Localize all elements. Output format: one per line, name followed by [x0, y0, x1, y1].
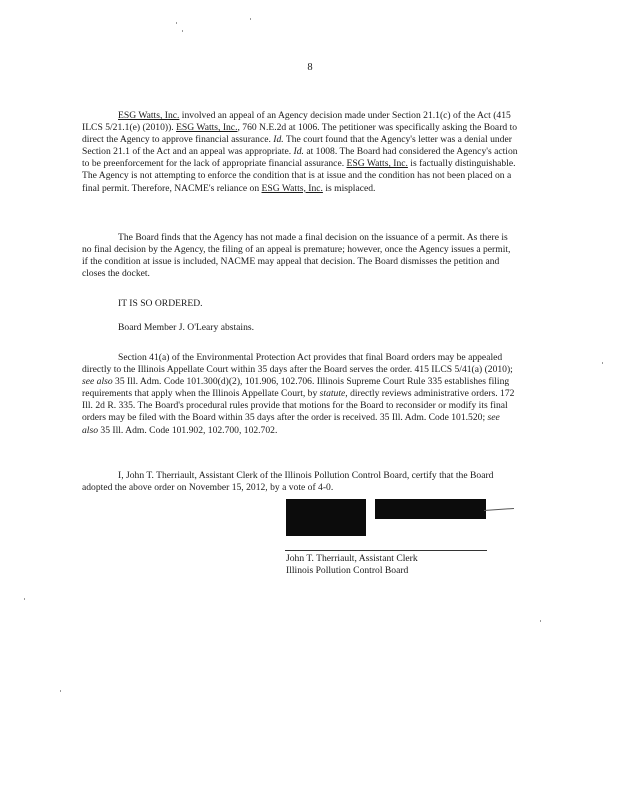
- redacted-signature-block: [286, 499, 366, 536]
- paragraph-appeal-rights: Section 41(a) of the Environmental Protection Act provides that final Board orders may be appealed directly to the Illinois Appellate Court within 35 days after the Board serves the order. 415 ILCS 5/41(a) (2010); see also 35 Ill. Adm. Code 101.300(d)(2), 101.906, 102.706. Illinois Supreme Court Rule 335 establishes filing requirements that apply when the Illinois Appellate Court, by statute, directly reviews administrative orders. 172 Ill. 2d R. 335. The Board's procedural rules provide that motions for the Board to reconsider or modify its final orders may be filed with the Board within 35 days after the order is received. 35 Ill. Adm. Code 101.520; see also 35 Ill. Adm. Code 101.902, 102.700, 102.702.: [82, 352, 515, 436]
- case-citation: ESG Watts, Inc.: [118, 110, 180, 121]
- scan-speck: [176, 22, 177, 24]
- paragraph-abstains: Board Member J. O'Leary abstains.: [118, 322, 255, 333]
- redacted-signature-block: [375, 499, 486, 519]
- scan-speck: [540, 620, 541, 622]
- page-number: 8: [307, 62, 313, 73]
- scan-speck: [182, 30, 183, 32]
- signer-name: John T. Therriault, Assistant Clerk: [286, 553, 418, 564]
- signature-block: [286, 553, 418, 577]
- signature-stroke: [484, 508, 514, 511]
- scan-speck: [250, 18, 251, 20]
- case-citation: ESG Watts, Inc.: [176, 122, 238, 134]
- signature-line: [285, 550, 487, 551]
- citation-id: Id.: [293, 146, 304, 158]
- case-citation: ESG Watts, Inc.: [261, 182, 323, 194]
- citation-id: Id.: [273, 134, 284, 146]
- signer-organization: Illinois Pollution Control Board: [286, 565, 409, 576]
- paragraph-certification: I, John T. Therriault, Assistant Clerk of the Illinois Pollution Control Board, certify that the Board adopted the above order on November 15, 2012, by a vote of 4-0.: [82, 470, 494, 494]
- scan-speck: [60, 690, 61, 692]
- scan-speck: [602, 362, 603, 364]
- paragraph-esg-watts: ESG Watts, Inc. involved an appeal of an Agency decision made under Section 21.1(c) of the Act (415 ILCS 5/21.1(e) (2010)). ESG Watts, Inc., 760 N.E.2d at 1006. The petitioner was specifically asking the Board to direct the Agency to approve financial assurance. Id. The court found that the Agency's letter was a denial under Section 21.1 of the Act and an appeal was appropriate. Id. at 1008. The Board had considered the Agency's action to be preenforcement for the lack of appropriate financial assurance. ESG Watts, Inc. is factually distinguishable. The Agency is not attempting to enforce the condition that is at issue and the condition has not been placed on a final permit. Therefore, NACME's reliance on ESG Watts, Inc. is misplaced.: [82, 110, 518, 194]
- scan-speck: [24, 598, 25, 600]
- paragraph-ordered: IT IS SO ORDERED.: [118, 298, 203, 309]
- paragraph-board-finds: The Board finds that the Agency has not made a final decision on the issuance of a permit. As there is no final decision by the Agency, the filing of an appeal is premature; however, once the Agency issues a permit, if the condition at issue is included, NACME may appeal that decision. The Board dismisses the petition and closes the docket.: [82, 232, 511, 280]
- case-citation: ESG Watts, Inc.: [346, 158, 408, 170]
